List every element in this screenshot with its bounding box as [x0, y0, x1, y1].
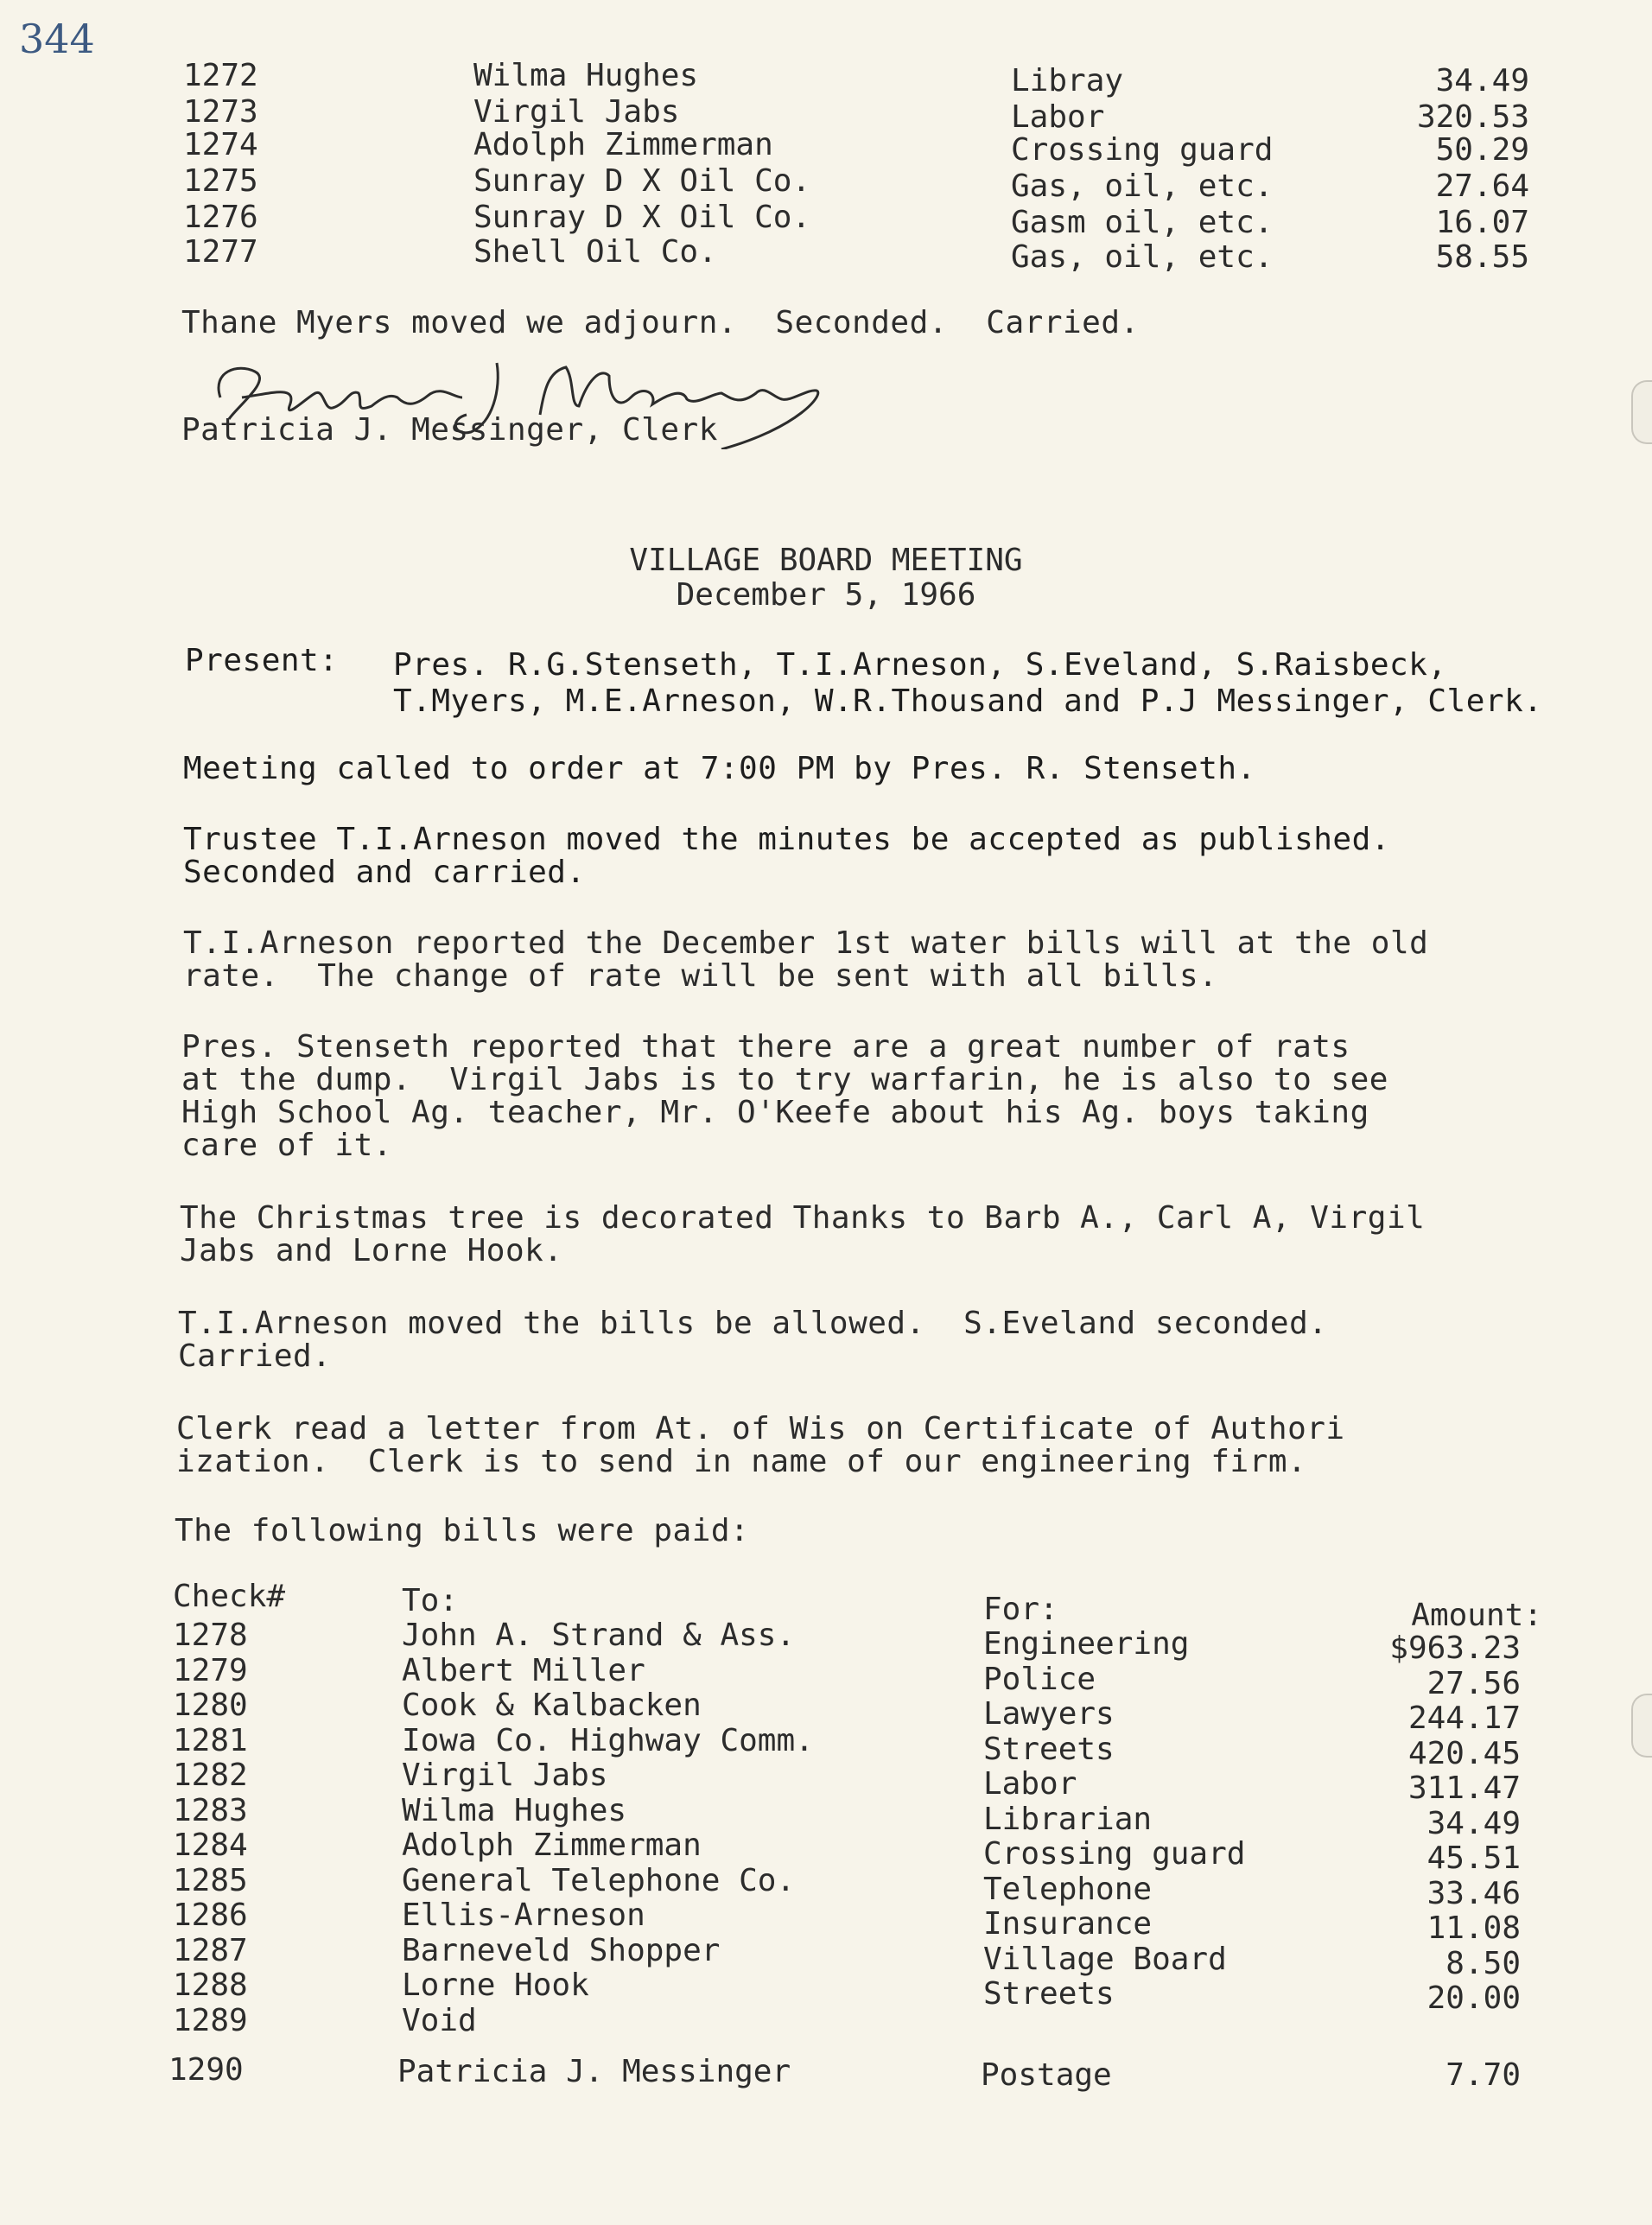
table-row-amount: 7.70 — [1446, 2057, 1521, 2093]
rats-report-line-1: Pres. Stenseth reported that there are a great number of rats — [181, 1029, 1350, 1065]
bills-paid-intro: The following bills were paid: — [175, 1513, 750, 1548]
page-edge-tab — [1631, 1694, 1652, 1758]
prev-bill-check: 1274 — [183, 127, 258, 162]
prev-bill-amount: 58.55 — [1435, 239, 1529, 275]
header-for: For: — [983, 1592, 1058, 1627]
table-row-to: Patricia J. Messinger — [397, 2054, 791, 2089]
table-row-for: Streets — [983, 1731, 1115, 1767]
table-row-check: 1278 — [173, 1618, 248, 1653]
meeting-date: December 5, 1966 — [676, 577, 976, 613]
table-row-amount: 244.17 — [1407, 1701, 1521, 1736]
minutes-motion-line-2: Seconded and carried. — [183, 855, 586, 890]
table-row-amount: 20.00 — [1426, 1980, 1521, 2016]
table-row-check: 1289 — [173, 2002, 248, 2038]
prev-bill-check: 1273 — [183, 94, 258, 130]
table-row-to: Lorne Hook — [402, 1968, 589, 2003]
prev-bill-for: Crossing guard — [1011, 132, 1274, 168]
letter-line-1: Clerk read a letter from At. of Wis on Certificate of Authori — [176, 1411, 1345, 1446]
table-row-to: Iowa Co. Highway Comm. — [402, 1722, 814, 1758]
table-row-to: Cook & Kalbacken — [402, 1688, 702, 1723]
table-row-to: Adolph Zimmerman — [402, 1828, 702, 1863]
present-label: Present: — [185, 643, 339, 678]
table-row-check: 1283 — [173, 1792, 248, 1828]
table-row-check: 1281 — [173, 1722, 248, 1758]
rats-report-line-4: care of it. — [181, 1128, 392, 1163]
table-row-to: Virgil Jabs — [402, 1758, 608, 1793]
present-line-1: Pres. R.G.Stenseth, T.I.Arneson, S.Eveland, S.Raisbeck, — [393, 647, 1447, 683]
prev-bill-check: 1275 — [183, 163, 258, 199]
christmas-tree-line-2: Jabs and Lorne Hook. — [180, 1233, 563, 1268]
prev-bill-to: Sunray D X Oil Co. — [473, 163, 811, 199]
prev-bill-to: Virgil Jabs — [473, 94, 680, 130]
bills-motion-line-2: Carried. — [178, 1338, 332, 1374]
table-row-amount: 420.45 — [1407, 1735, 1521, 1771]
table-row-amount: 45.51 — [1426, 1840, 1521, 1876]
table-row-to: Void — [402, 2002, 477, 2038]
water-report-line-1: T.I.Arneson reported the December 1st water bills will at the old — [183, 925, 1429, 961]
prev-bill-to: Adolph Zimmerman — [473, 127, 773, 162]
prev-bill-for: Libray — [1011, 63, 1124, 99]
table-row-check: 1280 — [173, 1688, 248, 1723]
bills-motion-line-1: T.I.Arneson moved the bills be allowed. S.Eveland seconded. — [178, 1306, 1328, 1341]
table-row-for: Lawyers — [983, 1696, 1115, 1732]
table-row-amount: 27.56 — [1426, 1665, 1521, 1701]
table-row-for: Telephone — [983, 1871, 1153, 1907]
prev-bill-to: Wilma Hughes — [473, 58, 699, 93]
table-row-to: Albert Miller — [402, 1652, 645, 1688]
prev-bill-for: Labor — [1011, 99, 1105, 135]
header-to: To: — [402, 1583, 459, 1618]
call-to-order: Meeting called to order at 7:00 PM by Pres. R. Stenseth. — [183, 751, 1256, 786]
table-row-amount: $963.23 — [1389, 1631, 1521, 1666]
table-row-amount: 11.08 — [1426, 1910, 1521, 1946]
present-line-2: T.Myers, M.E.Arneson, W.R.Thousand and P.J Messinger, Clerk. — [393, 683, 1543, 719]
prev-bill-amount: 34.49 — [1435, 63, 1529, 99]
table-row-to: Barneveld Shopper — [402, 1932, 721, 1968]
prev-bill-check: 1272 — [183, 58, 258, 93]
prev-bill-amount: 16.07 — [1435, 205, 1529, 240]
rats-report-line-2: at the dump. Virgil Jabs is to try warfarin, he is also to see — [181, 1062, 1388, 1097]
prev-bill-amount: 50.29 — [1435, 132, 1529, 168]
table-row-to: John A. Strand & Ass. — [402, 1618, 796, 1653]
page-edge-tab — [1631, 380, 1652, 444]
table-row-for: Insurance — [983, 1906, 1153, 1942]
prev-bill-to: Shell Oil Co. — [473, 234, 717, 270]
table-row-for: Engineering — [983, 1626, 1190, 1662]
christmas-tree-line-1: The Christmas tree is decorated Thanks to Barb A., Carl A, Virgil — [180, 1200, 1426, 1236]
prev-bill-for: Gasm oil, etc. — [1011, 205, 1274, 240]
table-row-to: Wilma Hughes — [402, 1792, 627, 1828]
prev-bill-amount: 27.64 — [1435, 168, 1529, 204]
table-row-check: 1279 — [173, 1652, 248, 1688]
prev-bill-to: Sunray D X Oil Co. — [473, 200, 811, 235]
letter-line-2: ization. Clerk is to send in name of our engineering firm. — [176, 1444, 1307, 1479]
page-number: 344 — [19, 16, 95, 62]
table-row-check: 1288 — [173, 1968, 248, 2003]
table-row-amount: 33.46 — [1426, 1875, 1521, 1911]
table-row-to: Ellis-Arneson — [402, 1898, 645, 1933]
table-row-for: Streets — [983, 1976, 1115, 2012]
table-row-check: 1282 — [173, 1758, 248, 1793]
table-row-for: Postage — [981, 2057, 1112, 2093]
table-row-for: Police — [983, 1661, 1096, 1697]
clerk-typed-name: Patricia J. Messinger, Clerk — [181, 412, 718, 448]
water-report-line-2: rate. The change of rate will be sent with all bills. — [183, 958, 1218, 994]
rats-report-line-3: High School Ag. teacher, Mr. O'Keefe about his Ag. boys taking — [181, 1095, 1369, 1130]
table-row-for: Librarian — [983, 1801, 1153, 1837]
table-row-for: Crossing guard — [983, 1836, 1246, 1872]
prev-bill-check: 1276 — [183, 200, 258, 235]
minutes-motion-line-1: Trustee T.I.Arneson moved the minutes be accepted as published. — [183, 822, 1390, 857]
table-row-amount: 34.49 — [1426, 1805, 1521, 1841]
meeting-title: VILLAGE BOARD MEETING — [629, 543, 1023, 578]
table-row-for: Labor — [983, 1766, 1077, 1802]
table-row-check: 1290 — [168, 2052, 244, 2088]
prev-bill-check: 1277 — [183, 234, 258, 270]
table-row-check: 1285 — [173, 1862, 248, 1898]
table-row-check: 1284 — [173, 1828, 248, 1863]
table-row-amount: 8.50 — [1446, 1945, 1521, 1981]
prev-bill-amount: 320.53 — [1416, 99, 1529, 135]
table-row-check: 1287 — [173, 1932, 248, 1968]
adjourn-motion: Thane Myers moved we adjourn. Seconded. Carried. — [181, 305, 1140, 340]
table-row-to: General Telephone Co. — [402, 1862, 796, 1898]
prev-bill-for: Gas, oil, etc. — [1011, 239, 1274, 275]
prev-bill-for: Gas, oil, etc. — [1011, 168, 1274, 204]
header-amount: Amount: — [1411, 1598, 1542, 1633]
table-row-amount: 311.47 — [1407, 1770, 1521, 1806]
table-row-check: 1286 — [173, 1898, 248, 1933]
header-check: Check# — [173, 1579, 286, 1614]
table-row-for: Village Board — [983, 1941, 1227, 1977]
